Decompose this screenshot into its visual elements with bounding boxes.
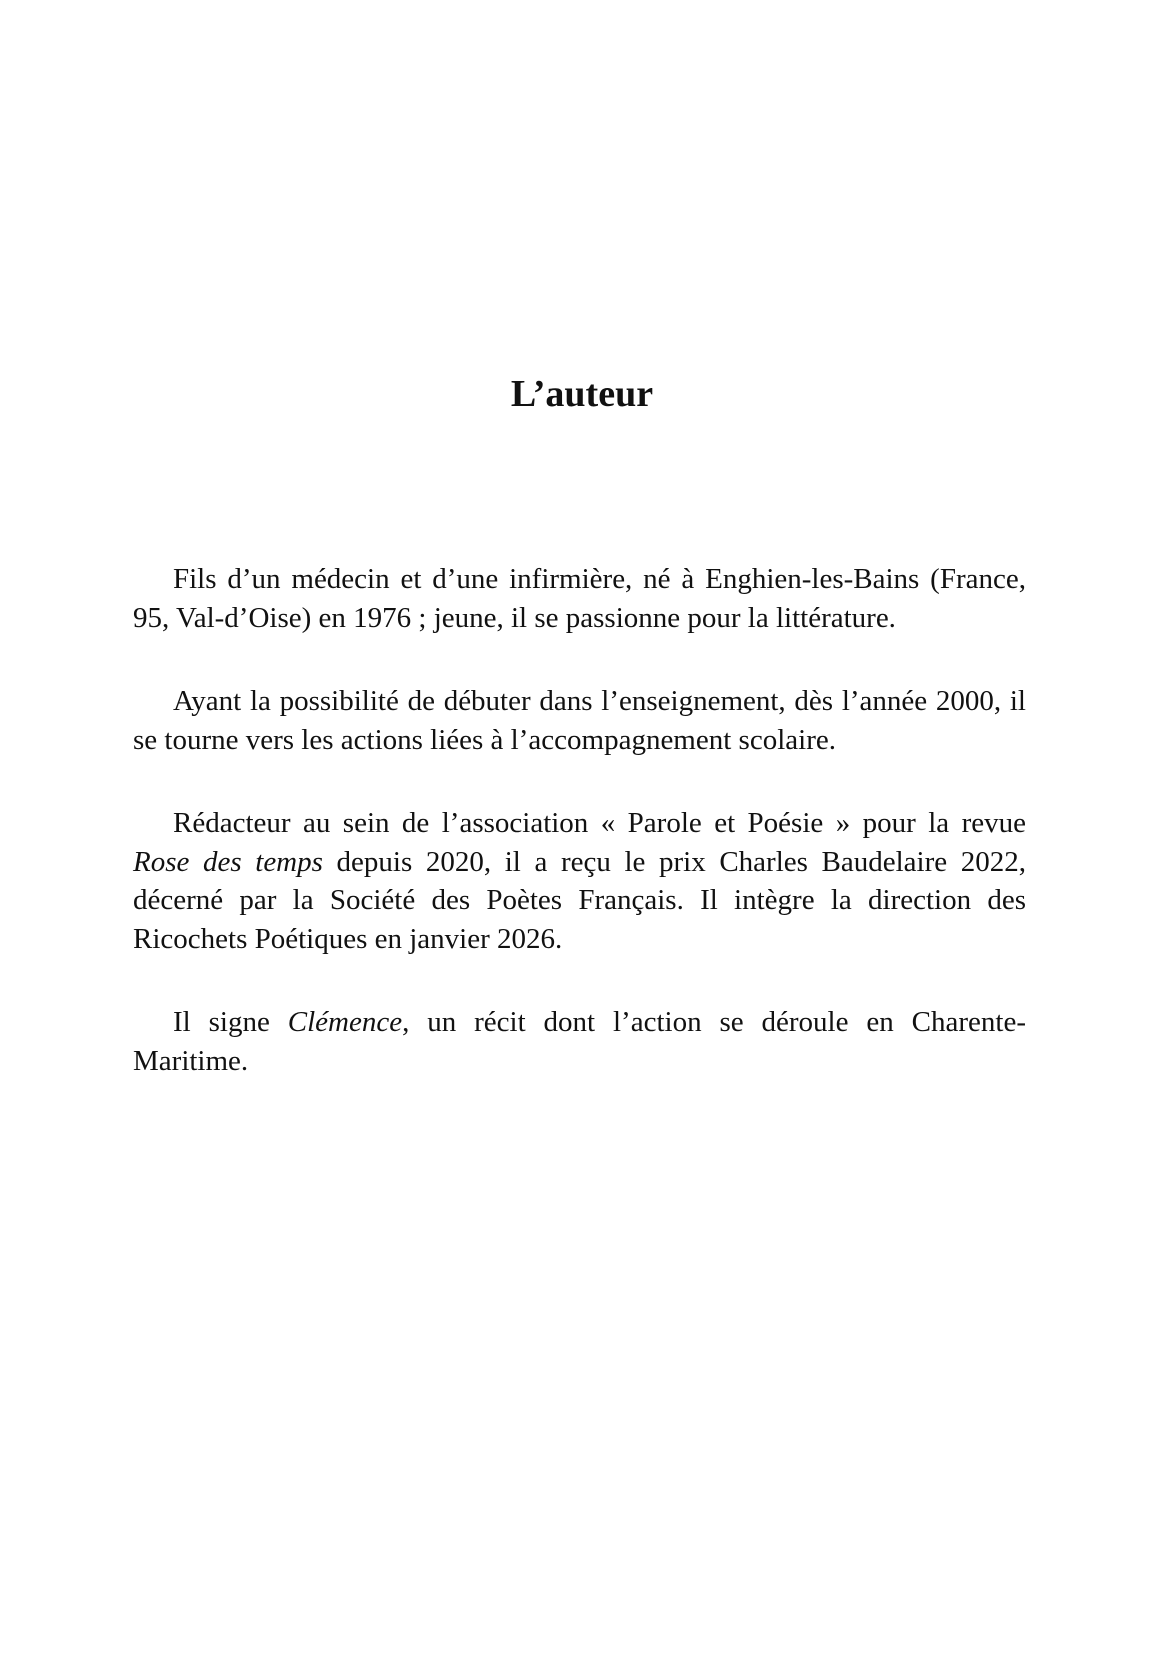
bio-paragraph-4-rest: , un récit dont l’action se déroule en Charente-Maritime. [133, 1006, 1026, 1077]
bio-paragraph-2: Ayant la possibilité de débuter dans l’enseignement, dès l’année 2000, il se tourne vers les actions liées à l’accompagnement scolaire. [133, 685, 1026, 756]
bio-paragraph-1: Fils d’un médecin et d’une infirmière, né à Enghien-les-Bains (France, 95, Val-d’Oise) en 1976 ; jeune, il se passionne pour la littérature. [133, 563, 1026, 634]
bio-paragraph-4-intro: Il signe [173, 1006, 288, 1038]
book-title: Clémence [287, 1006, 403, 1038]
journal-title: Rose des temps [133, 845, 323, 878]
bio-paragraph-3-rest: depuis 2020, il a reçu le prix Charles Baudelaire 2022, décerné par la Société des Poètes Français. Il intègre la direction des Ricochets Poétiques en janvier 2026. [133, 845, 1026, 955]
bio-paragraph-4 [133, 1003, 1026, 1080]
author-bio [133, 560, 1026, 1125]
page-title: L’auteur [510, 373, 654, 415]
bio-paragraph-3 [133, 804, 1026, 958]
bio-paragraph-3-intro: Rédacteur au sein de l’association « Parole et Poésie » pour la revue [173, 807, 1026, 839]
